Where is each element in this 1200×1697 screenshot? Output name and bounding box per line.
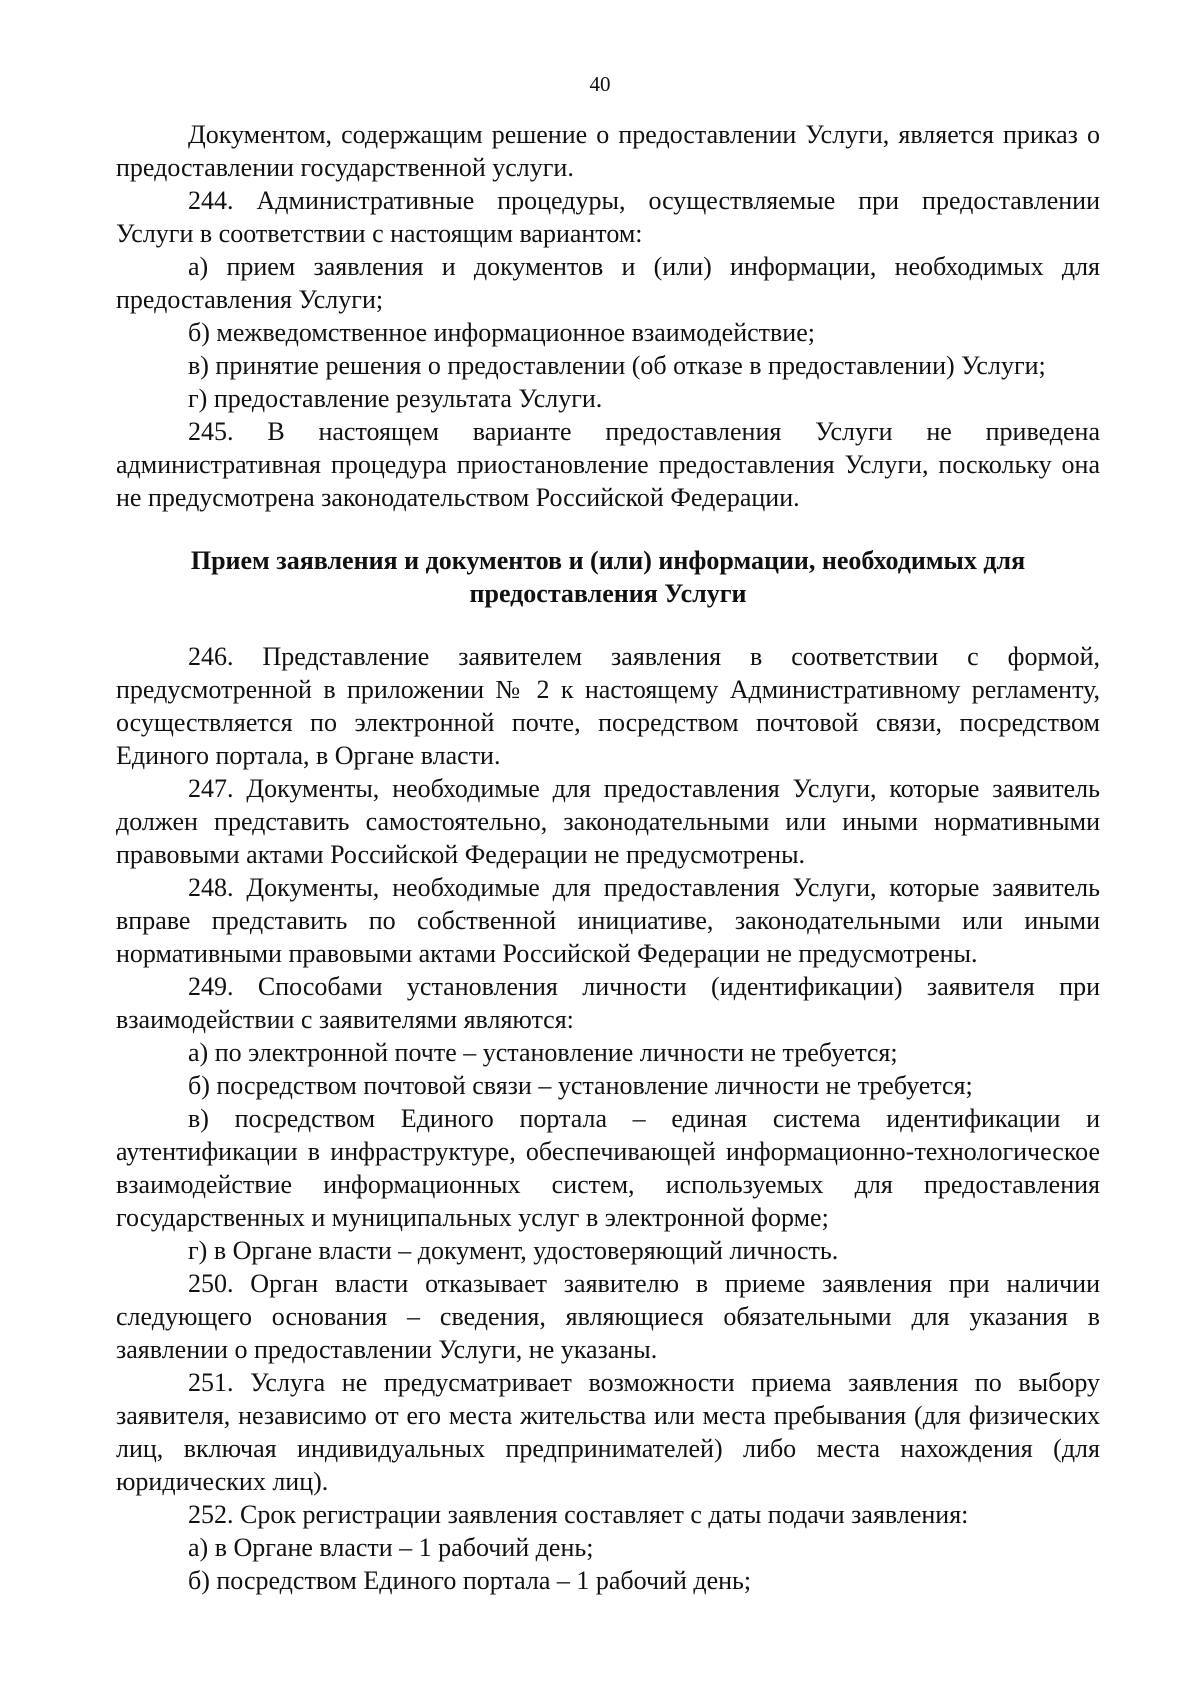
list-item-244-g: г) предоставление результата Услуги. — [188, 384, 603, 413]
list-item-249-a: а) по электронной почте – установление личности не требуется; — [188, 1038, 898, 1067]
list-item-244-a: а) прием заявления и документов и (или) информации, необходимых для предоставления Услуги; — [116, 252, 1100, 314]
list-item-244-b: б) межведомственное информационное взаимодействие; — [188, 318, 815, 347]
paragraph-246: 246. Представление заявителем заявления в соответствии с формой, предусмотренной в приложении № 2 к настоящему Административному регламенту, осуществляется по электронной почте, посредством почтовой связи, посредством Единого портала, в Органе власти. — [116, 642, 1100, 770]
paragraph-244: 244. Административные процедуры, осуществляемые при предоставлении Услуги в соответствии с настоящим вариантом: — [116, 186, 1100, 248]
list-item-252-b: б) посредством Единого портала – 1 рабочий день; — [188, 1566, 752, 1595]
paragraph-249: 249. Способами установления личности (идентификации) заявителя при взаимодействии с заявителями являются: — [116, 972, 1100, 1034]
paragraph-result-document: Документом, содержащим решение о предоставлении Услуги, является приказ о предоставлении государственной услуги. — [116, 120, 1100, 182]
list-item-252-a: а) в Органе власти – 1 рабочий день; — [188, 1533, 594, 1562]
paragraph-250: 250. Орган власти отказывает заявителю в приеме заявления при наличии следующего основания – сведения, являющиеся обязательными для указания в заявлении о предоставлении Услуги, не указаны. — [116, 1269, 1100, 1364]
list-item-244-v: в) принятие решения о предоставлении (об отказе в предоставлении) Услуги; — [188, 351, 1046, 380]
paragraph-247: 247. Документы, необходимые для предоставления Услуги, которые заявитель должен представить самостоятельно, законодательными или иными нормативными правовыми актами Российской Федерации не предусмотрены. — [116, 774, 1100, 869]
section-heading: Прием заявления и документов и (или) информации, необходимых для предоставления Услуги — [190, 546, 1026, 608]
paragraph-251: 251. Услуга не предусматривает возможности приема заявления по выбору заявителя, независимо от его места жительства или места пребывания (для физических лиц, включая индивидуальных предпринимателей) либо места нахождения (для юридических лиц). — [116, 1368, 1100, 1496]
list-item-249-g: г) в Органе власти – документ, удостоверяющий личность. — [188, 1236, 839, 1265]
paragraph-245: 245. В настоящем варианте предоставления Услуги не приведена административная процедура приостановление предоставления Услуги, поскольку она не предусмотрена законодательством Российской Федерации. — [116, 417, 1100, 512]
document-body — [116, 118, 1100, 1597]
paragraph-252: 252. Срок регистрации заявления составляет с даты подачи заявления: — [188, 1500, 969, 1529]
page-number: 40 — [589, 72, 611, 96]
list-item-249-b: б) посредством почтовой связи – установление личности не требуется; — [188, 1071, 973, 1100]
paragraph-248: 248. Документы, необходимые для предоставления Услуги, которые заявитель вправе представить по собственной инициативе, законодательными или иными нормативными правовыми актами Российской Федерации не предусмотрены. — [116, 873, 1100, 968]
list-item-249-v: в) посредством Единого портала – единая система идентификации и аутентификации в инфраструктуре, обеспечивающей информационно-технологическое взаимодействие информационных систем, используемых для предоставления государственных и муниципальных услуг в электронной форме; — [116, 1104, 1100, 1232]
